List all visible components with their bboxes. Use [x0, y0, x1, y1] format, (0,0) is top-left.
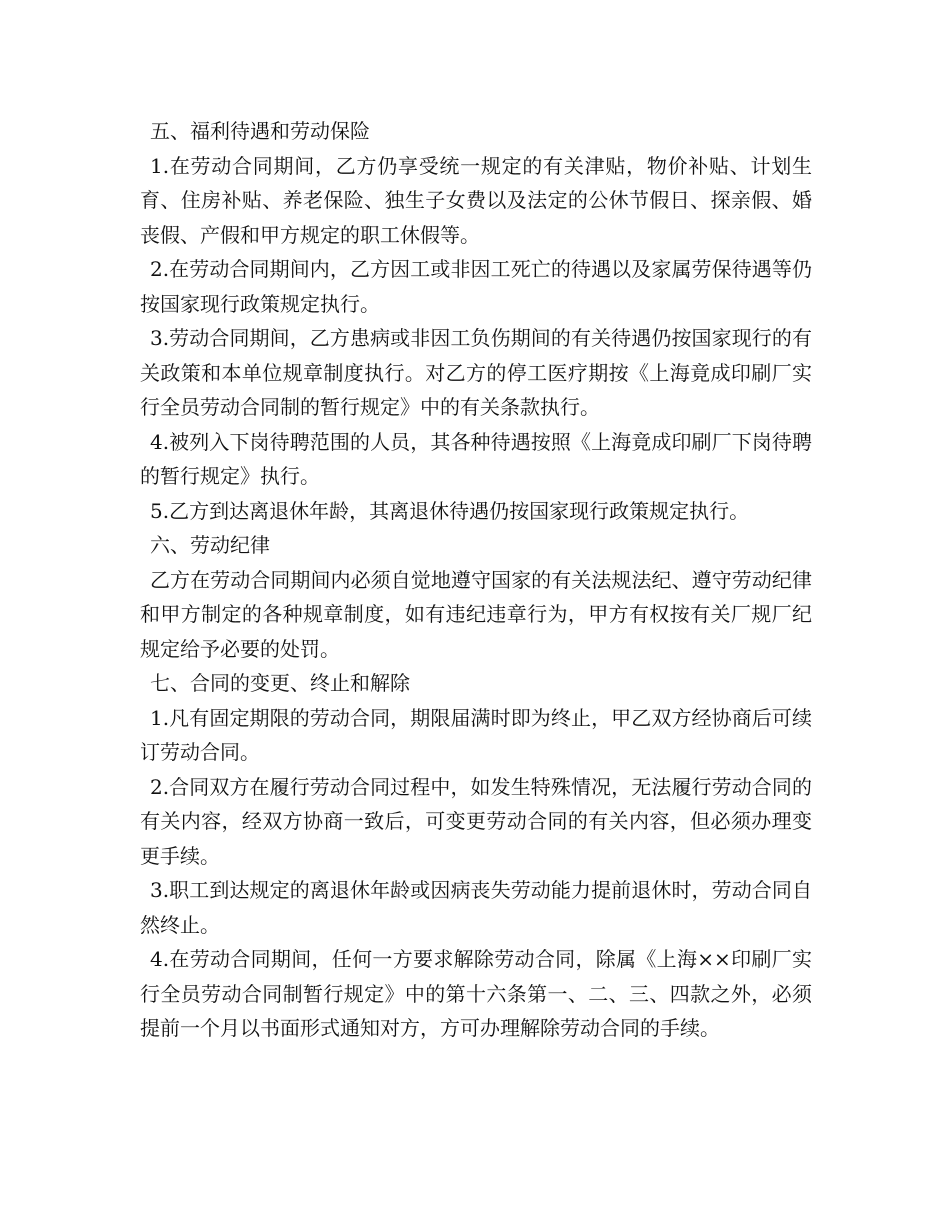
paragraph-discipline: 乙方在劳动合同期间内必须自觉地遵守国家的有关法规法纪、遵守劳动纪律和甲方制定的各种规章制度，如有违纪违章行为，甲方有权按有关厂规厂纪规定给予必要的处罚。	[140, 567, 812, 661]
paragraph-contract-3: 3.职工到达规定的离退休年龄或因病丧失劳动能力提前退休时，劳动合同自然终止。	[140, 878, 812, 937]
section-heading-discipline: 六、劳动纪律	[150, 533, 270, 557]
paragraph-contract-1: 1.凡有固定期限的劳动合同，期限届满时即为终止，甲乙双方经协商后可续订劳动合同。	[140, 705, 812, 764]
document-body	[140, 114, 812, 1046]
paragraph-welfare-2: 2.在劳动合同期间内，乙方因工或非因工死亡的待遇以及家属劳保待遇等仍按国家现行政策规定执行。	[140, 257, 812, 316]
paragraph-contract-4: 4.在劳动合同期间，任何一方要求解除劳动合同，除属《上海××印刷厂实行全员劳动合同制暂行规定》中的第十六条第一、二、三、四款之外，必须提前一个月以书面形式通知对方，方可办理解除劳动合同的手续。	[140, 947, 812, 1040]
paragraph-welfare-3: 3.劳动合同期间，乙方患病或非因工负伤期间的有关待遇仍按国家现行的有关政策和本单位规章制度执行。对乙方的停工医疗期按《上海竟成印刷厂实行全员劳动合同制的暂行规定》中的有关条款执行。	[140, 326, 812, 419]
section-heading-contract-changes: 七、合同的变更、终止和解除	[150, 671, 410, 695]
paragraph-welfare-4: 4.被列入下岗待聘范围的人员，其各种待遇按照《上海竟成印刷厂下岗待聘的暂行规定》执行。	[140, 429, 812, 488]
section-heading-welfare: 五、福利待遇和劳动保险	[150, 119, 370, 143]
paragraph-contract-2: 2.合同双方在履行劳动合同过程中，如发生特殊情况，无法履行劳动合同的有关内容，经双方协商一致后，可变更劳动合同的有关内容，但必须办理变更手续。	[140, 774, 812, 868]
paragraph-welfare-5: 5.乙方到达离退休年龄，其离退休待遇仍按国家现行政策规定执行。	[150, 498, 750, 523]
paragraph-welfare-1: 1.在劳动合同期间，乙方仍享受统一规定的有关津贴，物价补贴、计划生育、住房补贴、养老保险、独生子女费以及法定的公休节假日、探亲假、婚丧假、产假和甲方规定的职工休假等。	[140, 153, 812, 247]
